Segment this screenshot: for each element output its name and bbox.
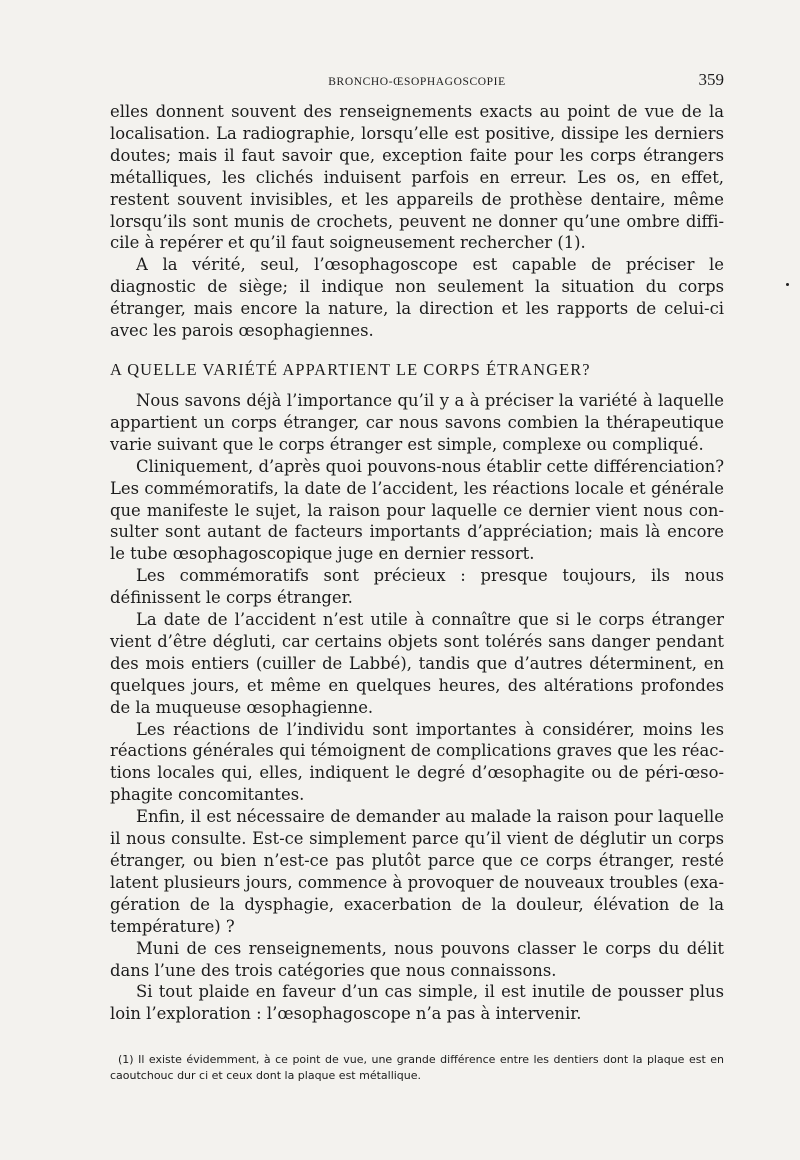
page-header: [110, 68, 724, 98]
paragraph: La date de l’accident n’est utile à connaître que si le corps étranger vient d’être dégluti, car certains objets sont tolérés sans danger pendant des mois entiers (cuiller de Labbé), tandis que d’autres déterminent, en quelques jours, et même en quelques heures, des altérations profondes de la muqueuse œsophagienne.: [110, 610, 724, 717]
paragraph: Cliniquement, d’après quoi pouvons-nous établir cette différenciation? Les commémoratifs, la date de l’accident, les réactions locale et générale que manifeste le sujet, la raison pour laquelle ce dernier vient nous consulter sont autant de facteurs importants d’appréciation; mais là encore le tube œsophagoscopique juge en dernier ressort.: [110, 456, 724, 564]
paragraph: Si tout plaide en faveur d’un cas simple, il est inutile de pousser plus loin l’exploration : l’œsophagoscope n’a pas à intervenir.: [110, 982, 724, 1024]
paragraph: Les réactions de l’individu sont importantes à considérer, moins les réactions générales qui témoignent de complications graves que les réactions locales qui, elles, indiquent le degré d’œsophagite ou de péri-œsophagite concomitantes.: [110, 719, 724, 805]
body-text: [110, 101, 724, 1025]
page-number: 359: [698, 70, 724, 89]
paragraph: Enfin, il est nécessaire de demander au malade la raison pour laquelle il nous consulte. Est-ce simplement parce qu’il vient de déglutir un corps étranger, ou bien n’est-ce pas plutôt parce que ce corps étranger, resté latent plusieurs jours, commence à provoquer de nouveaux troubles (exagération de la dysphagie, exacerbation de la douleur, élévation de la température) ?: [110, 807, 724, 936]
running-title: BRONCHO-ŒSOPHAGOSCOPIE: [328, 76, 506, 88]
paragraph: A la vérité, seul, l’œsophagoscope est capable de préciser le diagnostic de siège; il indique non seulement la situation du corps étranger, mais encore la nature, la direction et les rapports de celui-ci avec les parois œsophagiennes.: [110, 255, 724, 341]
paragraph: Muni de ces renseignements, nous pouvons classer le corps du délit dans l’une des trois catégories que nous connaissons.: [110, 938, 724, 980]
ink-speck: [786, 283, 789, 286]
paragraph: Les commémoratifs sont précieux : presque toujours, ils nous définissent le corps étranger.: [110, 566, 724, 608]
paragraph: elles donnent souvent des renseignements exacts au point de vue de la localisation. La radiographie, lorsqu’elle est positive, dissipe les derniers doutes; mais il faut savoir que, exception faite pour les corps étrangers métalliques, les clichés induisent parfois en erreur. Les os, en effet, restent souvent invisibles, et les appareils de prothèse dentaire, même lorsqu’ils sont munis de crochets, peuvent ne donner qu’une ombre difficile à repérer et qu’il faut soigneusement rechercher (1).: [110, 102, 724, 253]
paragraph: Nous savons déjà l’importance qu’il y a à préciser la variété à laquelle appartient un corps étranger, car nous savons combien la thérapeutique varie suivant que le corps étranger est simple, complexe ou compliqué.: [110, 390, 724, 454]
footnote: (1) Il existe évidemment, à ce point de vue, une grande différence entre les dentiers dont la plaque est en caoutchouc dur ci et ceux dont la plaque est métallique.: [110, 1053, 724, 1082]
section-heading: A QUELLE VARIÉTÉ APPARTIENT LE CORPS ÉTRANGER?: [110, 359, 591, 379]
